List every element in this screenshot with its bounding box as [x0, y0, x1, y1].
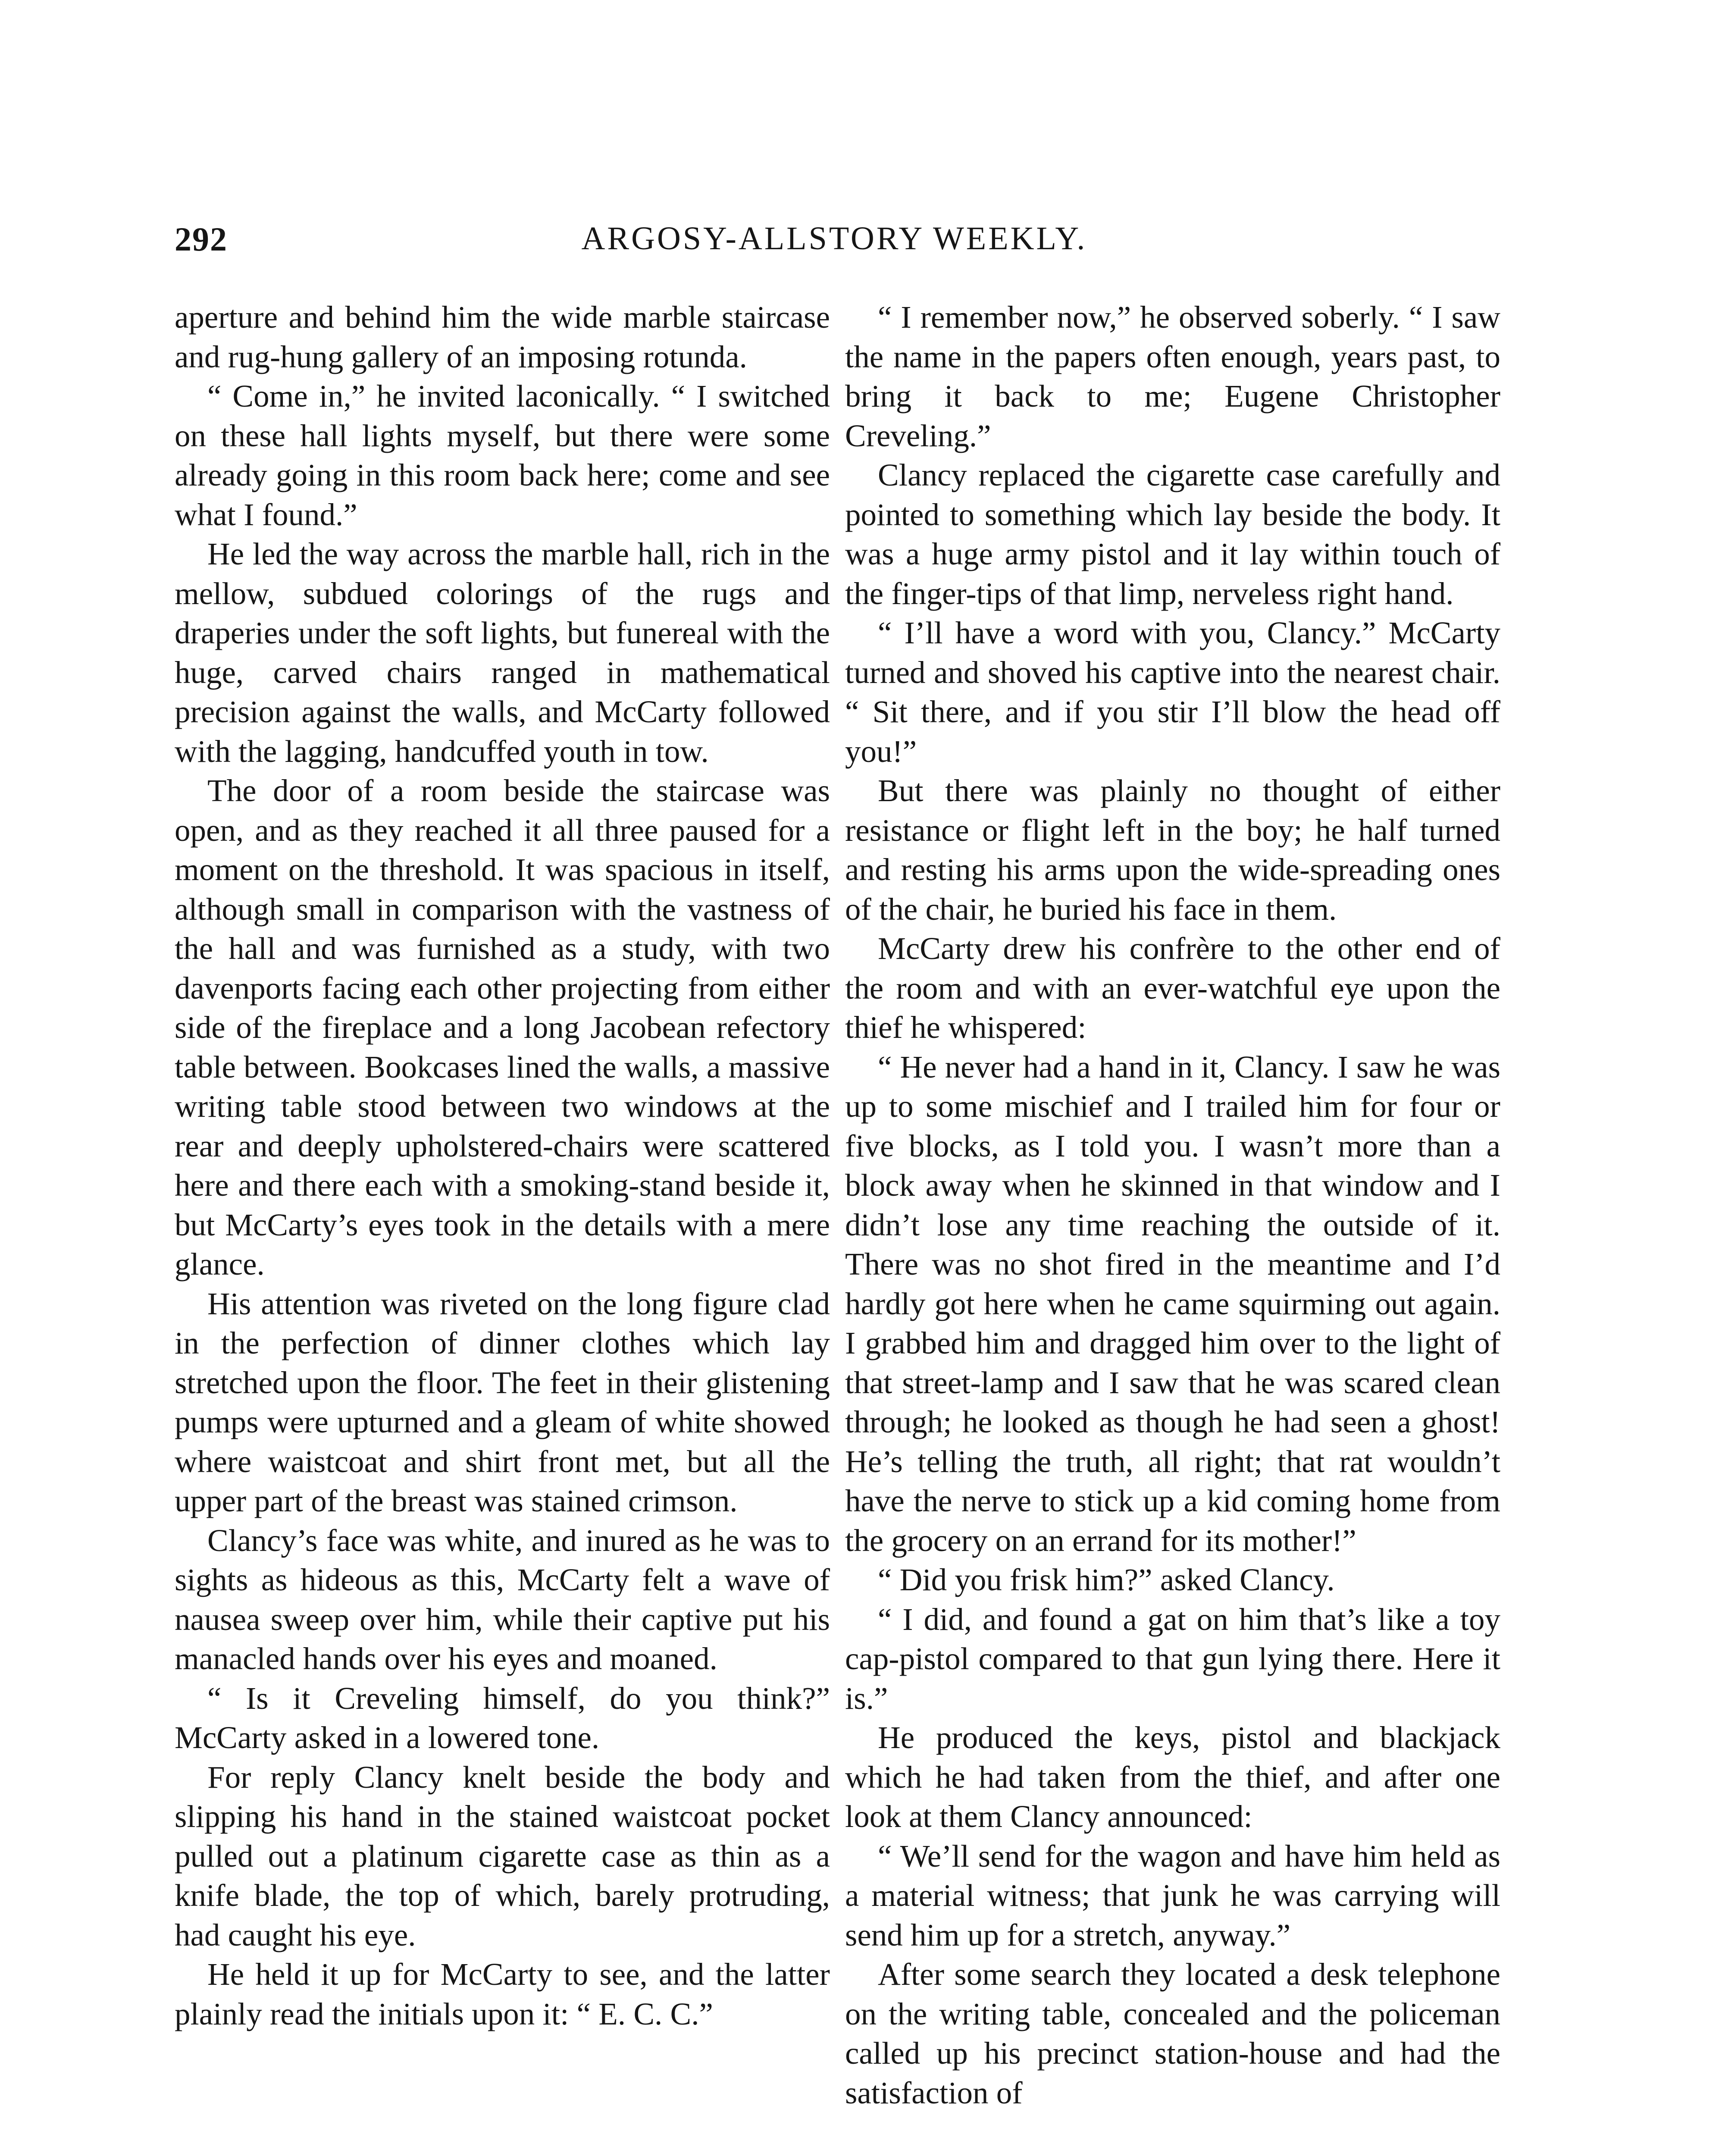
paragraph: “ Did you frisk him?” asked Clancy.	[878, 1562, 1335, 1597]
paragraph: But there was plainly no thought of either resistance or flight left in the boy; he half turned and resting his arms upon the wide-spreading ones of the chair, he buried his face in them.	[845, 773, 1500, 927]
paragraph: Clancy replaced the cigarette case carefully and pointed to something which lay beside the body. It was a huge army pistol and it lay within touch of the finger-tips of that limp, nerveless right hand.	[845, 458, 1500, 611]
paragraph: aperture and behind him the wide marble staircase and rug-hung gallery of an imposing rotunda.	[175, 300, 830, 374]
paragraph: The door of a room beside the staircase was open, and as they reached it all three paused for a moment on the threshold. It was spacious in itself, although small in comparison with the vastness of the hall and was furnished as a study, with two davenports facing each other projecting from either side of the fireplace and a long Jacobean refectory table between. Bookcases lined the walls, a massive writing table stood between two windows at the rear and deeply upholstered-chairs were scattered here and there each with a smoking-stand beside it, but McCarty’s eyes took in the details with a mere glance.	[175, 773, 830, 1282]
paragraph: He produced the keys, pistol and blackjack which he had taken from the thief, and after one look at them Clancy announced:	[845, 1720, 1500, 1834]
paragraph: “ I did, and found a gat on him that’s like a toy cap-pistol compared to that gun lying there. Here it is.”	[845, 1601, 1500, 1716]
paragraph: “ Come in,” he invited laconically. “ I switched on these hall lights myself, but there were some already going in this room back here; come and see what I found.”	[175, 379, 830, 532]
page-header	[175, 220, 1494, 267]
paragraph: He led the way across the marble hall, rich in the mellow, subdued colorings of the rugs and draperies under the soft lights, but funereal with the huge, carved chairs ranged in mathematical precision against the walls, and McCarty followed with the lagging, handcuffed youth in tow.	[175, 536, 830, 769]
paragraph: “ I’ll have a word with you, Clancy.” McCarty turned and shoved his captive into the nearest chair. “ Sit there, and if you stir I’ll blow the head off you!”	[845, 615, 1500, 769]
paragraph: “ We’ll send for the wagon and have him held as a material witness; that junk he was carrying will send him up for a stretch, anyway.”	[845, 1838, 1500, 1952]
right-column	[845, 298, 1500, 2112]
paragraph: “ He never had a hand in it, Clancy. I saw he was up to some mischief and I trailed him for four or five blocks, as I told you. I wasn’t more than a block away when he skinned in that window and I didn’t lose any time reaching the outside of it. There was no shot fired in the meantime and I’d hardly got here when he came squirming out again. I grabbed him and dragged him over to the light of that street-lamp and I saw that he was scared clean through; he looked as though he had seen a ghost! He’s telling the truth, all right; that rat wouldn’t have the nerve to stick up a kid coming home from the grocery on an errand for its mother!”	[845, 1049, 1500, 1558]
paragraph: After some search they located a desk telephone on the writing table, concealed and the policeman called up his precinct station-house and had the satisfaction of	[845, 1957, 1500, 2110]
paragraph: Clancy’s face was white, and inured as he was to sights as hideous as this, McCarty felt a wave of nausea sweep over him, while their captive put his manacled hands over his eyes and moaned.	[175, 1523, 830, 1676]
paragraph: “ Is it Creveling himself, do you think?” McCarty asked in a lowered tone.	[175, 1680, 830, 1755]
left-column	[175, 298, 830, 2034]
paragraph: “ I remember now,” he observed soberly. “ I saw the name in the papers often enough, years past, to bring it back to me; Eugene Christopher Creveling.”	[845, 300, 1500, 453]
paragraph: His attention was riveted on the long figure clad in the perfection of dinner clothes which lay stretched upon the floor. The feet in their glistening pumps were upturned and a gleam of white showed where waistcoat and shirt front met, but all the upper part of the breast was stained crimson.	[175, 1286, 830, 1518]
paragraph: For reply Clancy knelt beside the body and slipping his hand in the stained waistcoat pocket pulled out a platinum cigarette case as thin as a knife blade, the top of which, barely protruding, had caught his eye.	[175, 1759, 830, 1952]
paragraph: He held it up for McCarty to see, and the latter plainly read the initials upon it: “ E. C. C.”	[175, 1957, 830, 2031]
paragraph: McCarty drew his confrère to the other end of the room and with an ever-watchful eye upon the thief he whispered:	[845, 931, 1500, 1045]
page-number: 292	[175, 220, 228, 258]
running-head: ARGOSY-ALLSTORY WEEKLY.	[581, 220, 1087, 257]
